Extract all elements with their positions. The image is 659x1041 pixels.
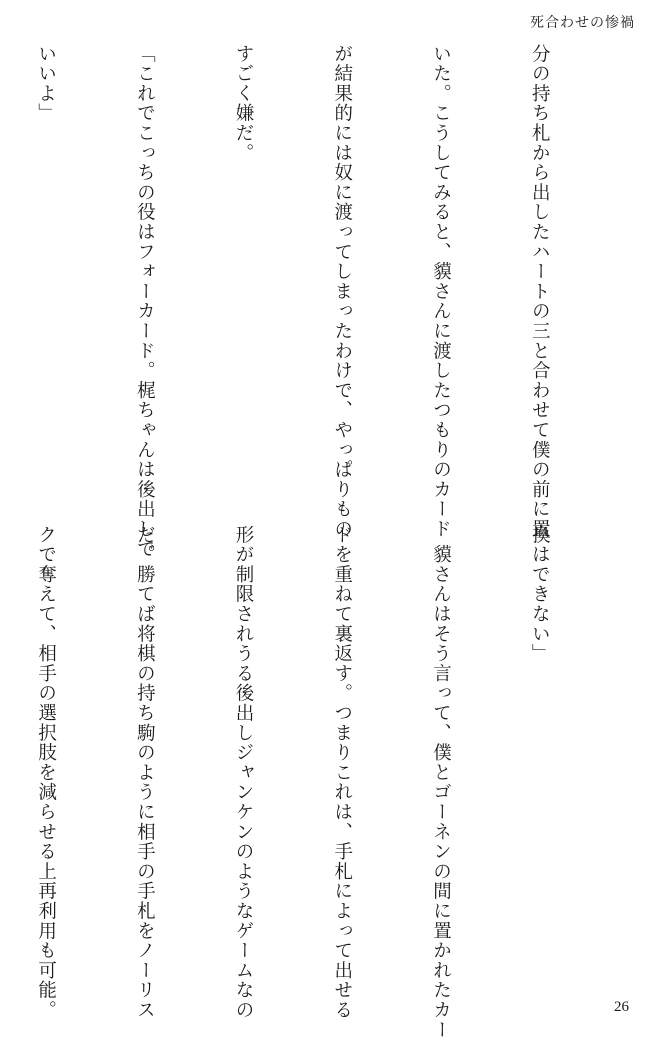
text-line: いた。こうしてみると、貘さんに渡したつもりのカード	[430, 44, 452, 539]
text-line: 貘さんはそう言って、僕とゴーネンの間に置かれたカー	[430, 525, 452, 1040]
text-line: 「これでこっちの役はフォーカード。梶ちゃんは後出しで	[134, 44, 156, 559]
text-block-top	[21, 44, 621, 559]
text-line: すごく嫌だ。	[233, 44, 255, 163]
text-line: だ。勝てば将棋の持ち駒のように相手の手札をノーリス	[134, 525, 156, 1020]
text-line: が結果的には奴に渡ってしまったわけで、やっぱりもの	[331, 44, 353, 539]
running-head: 死合わせの惨禍	[530, 15, 635, 31]
text-line: ドを重ねて裏返す。つまりこれは、手札によって出せる	[331, 525, 353, 1020]
page-number: 26	[614, 999, 629, 1015]
text-line: 換はできない」	[529, 525, 551, 664]
text-line: 形が制限されうる後出しジャンケンのようなゲームなの	[233, 525, 255, 1020]
text-block-bottom	[21, 525, 621, 1040]
text-line: 分の持ち札から出したハートの三と合わせて僕の前に置	[529, 44, 551, 539]
text-line: クで奪えて、相手の選択肢を減らせる上再利用も可能。	[35, 525, 57, 1020]
text-line: いいよ」	[35, 44, 57, 124]
